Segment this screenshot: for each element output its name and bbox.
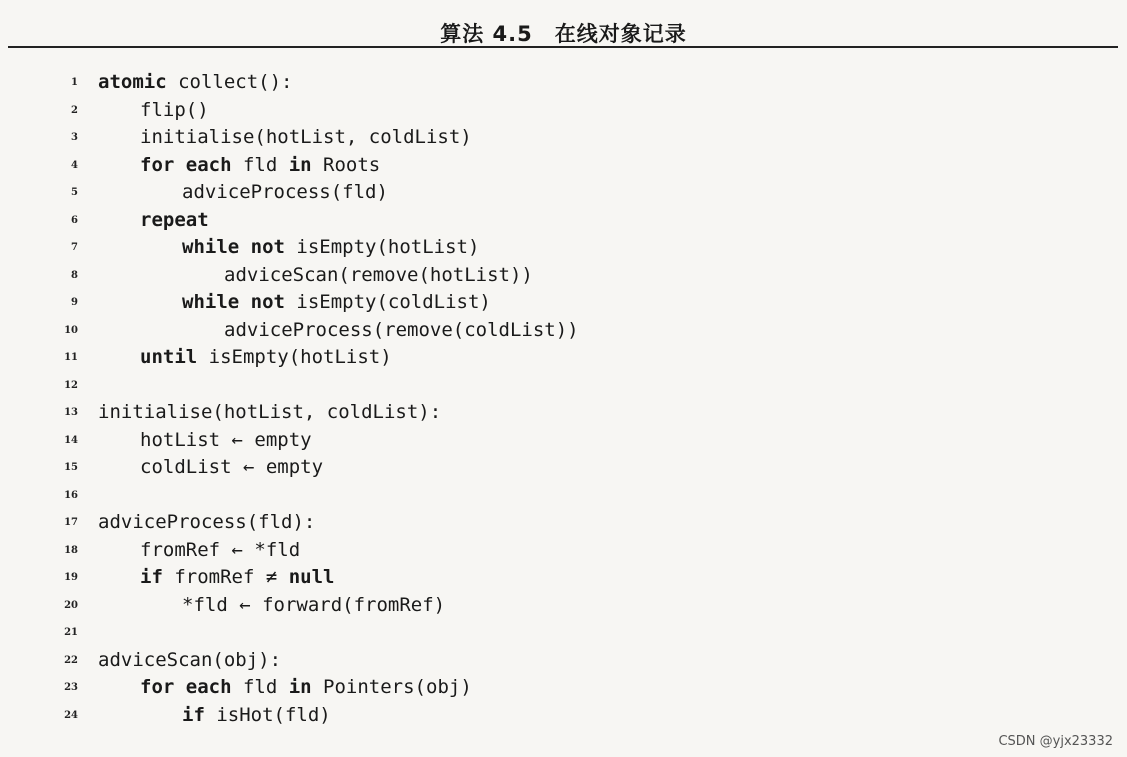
- line-number: 19: [64, 572, 78, 583]
- line-number: 12: [64, 379, 78, 391]
- code-token: Roots: [311, 153, 381, 176]
- line-number: 23: [64, 682, 78, 693]
- line-number: 1: [71, 77, 78, 88]
- code-line: [0, 289, 1127, 317]
- code-text: [98, 399, 441, 427]
- line-number: 24: [64, 709, 78, 721]
- code-line: [0, 647, 1127, 675]
- code-text: [140, 537, 300, 565]
- keyword: for each: [140, 676, 232, 698]
- line-number: 8: [71, 269, 78, 281]
- keyword: while not: [182, 236, 285, 258]
- keyword: in: [288, 676, 312, 698]
- code-text: [140, 427, 312, 455]
- code-text: [98, 69, 292, 97]
- code-token: fromRef ← *fld: [140, 538, 301, 561]
- keyword: repeat: [140, 208, 209, 231]
- code-text: [182, 592, 445, 620]
- code-text: [182, 702, 331, 730]
- algorithm-title: 算法 4.5 在线对象记录: [440, 22, 687, 46]
- line-number: 11: [64, 352, 78, 363]
- code-token: adviceScan(obj):: [98, 648, 282, 671]
- keyword: null: [288, 566, 335, 588]
- line-number: 4: [71, 159, 78, 171]
- code-line: [0, 234, 1127, 262]
- code-token: fld: [231, 153, 289, 176]
- code-line: [0, 124, 1127, 152]
- line-number: 5: [71, 187, 78, 198]
- keyword: until: [140, 346, 198, 368]
- code-line: [0, 69, 1127, 97]
- code-line: [0, 482, 1127, 510]
- code-line: [0, 152, 1127, 180]
- code-token: adviceProcess(fld): [182, 181, 388, 203]
- line-number: 6: [71, 214, 78, 226]
- code-line: [0, 427, 1127, 455]
- line-number: 9: [71, 297, 78, 308]
- line-number: 21: [64, 627, 78, 638]
- line-number: 15: [64, 462, 78, 473]
- code-line: [0, 179, 1127, 207]
- code-token: *fld ← forward(fromRef): [182, 593, 446, 616]
- line-number: 2: [71, 104, 78, 116]
- title-rule: [8, 46, 1118, 48]
- code-line: [0, 344, 1127, 372]
- code-line: [0, 207, 1127, 235]
- code-line: [0, 537, 1127, 565]
- watermark: CSDN @yjx23332: [998, 734, 1113, 749]
- code-token: fld: [231, 676, 289, 698]
- code-token: adviceScan(remove(hotList)): [224, 263, 533, 286]
- code-text: [98, 509, 315, 537]
- code-line: [0, 592, 1127, 620]
- code-token: collect():: [166, 71, 293, 93]
- code-text: [140, 674, 472, 702]
- code-line: [0, 372, 1127, 400]
- line-number: 17: [64, 517, 78, 528]
- keyword: if: [182, 703, 205, 726]
- code-line: [0, 262, 1127, 290]
- code-token: adviceProcess(remove(coldList)): [224, 318, 579, 341]
- keyword: in: [288, 153, 312, 176]
- code-line: [0, 454, 1127, 482]
- code-token: Pointers(obj): [311, 676, 472, 698]
- code-token: hotList ← empty: [140, 428, 312, 451]
- line-number: 10: [64, 324, 78, 336]
- line-number: 14: [64, 434, 78, 446]
- line-number: 22: [64, 654, 78, 666]
- code-text: [224, 262, 533, 290]
- code-text: [224, 317, 579, 345]
- code-text: [182, 289, 491, 317]
- code-text: [98, 647, 281, 675]
- code-line: [0, 619, 1127, 647]
- code-token: fromRef ≠: [162, 566, 289, 588]
- keyword: if: [140, 566, 163, 588]
- line-number: 20: [64, 599, 78, 611]
- code-token: initialise(hotList, coldList):: [98, 401, 442, 423]
- line-number: 7: [71, 242, 78, 253]
- code-token: isEmpty(hotList): [197, 346, 392, 368]
- code-line: [0, 399, 1127, 427]
- code-token: initialise(hotList, coldList): [140, 126, 472, 148]
- code-text: [140, 564, 335, 592]
- code-text: [182, 234, 479, 262]
- code-text: [140, 454, 323, 482]
- code-line: [0, 674, 1127, 702]
- code-token: isEmpty(hotList): [284, 236, 480, 258]
- code-listing: [0, 69, 1127, 729]
- code-token: isEmpty(coldList): [284, 291, 491, 313]
- keyword: for each: [140, 153, 232, 176]
- code-text: [140, 124, 472, 152]
- line-number: 3: [71, 132, 78, 143]
- code-token: flip(): [140, 98, 209, 121]
- code-line: [0, 509, 1127, 537]
- code-text: [182, 179, 388, 207]
- line-number: 18: [64, 544, 78, 556]
- code-line: [0, 97, 1127, 125]
- keyword: atomic: [98, 71, 167, 93]
- code-text: [140, 207, 209, 235]
- code-line: [0, 317, 1127, 345]
- keyword: while not: [182, 291, 285, 313]
- code-line: [0, 564, 1127, 592]
- code-text: [140, 97, 209, 125]
- line-number: 16: [64, 489, 78, 501]
- code-token: isHot(fld): [204, 703, 331, 726]
- line-number: 13: [64, 407, 78, 418]
- code-token: adviceProcess(fld):: [98, 511, 316, 533]
- code-token: coldList ← empty: [140, 456, 324, 478]
- code-text: [140, 344, 392, 372]
- code-text: [140, 152, 380, 180]
- code-line: [0, 702, 1127, 730]
